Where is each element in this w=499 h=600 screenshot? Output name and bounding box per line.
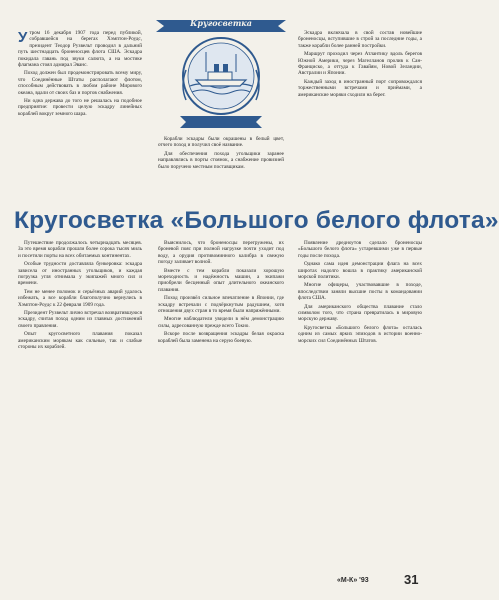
emblem-banner-text: Кругосветка [190, 18, 252, 28]
article-column-top-middle [158, 136, 284, 204]
article-column-bottom-middle [158, 240, 284, 570]
paragraph: Путешествие продолжалось четырнадцать месяцев. За это время корабли прошли более сорока тысяч миль и посетили порты на всех обитаемых континентах. [18, 240, 142, 259]
article-column-bottom-right [298, 240, 422, 570]
paragraph: Многие наблюдатели увидели в нём демонстрацию силы, адресованную прежде всего Токио. [158, 316, 284, 329]
article-column-top-right [298, 30, 422, 206]
paragraph: Выяснилось, что броненосцы перегружены, их броневой пояс при полной нагрузке почти уходит под воду, а орудия противоминного калибра в свежую погоду заливает волной. [158, 240, 284, 266]
paragraph: Для американского общества плавание стало символом того, что страна превратилась в мировую морскую державу. [298, 303, 422, 323]
paragraph: Эскадра включала в свой состав новейшие броненосцы, вступившие в строй за последние годы, а также корабли более ранней постройки. [298, 30, 422, 49]
paragraph: Опыт кругосветного плавания показал американским морякам как сильные, так и слабые стороны их кораблей. [18, 331, 142, 351]
drop-cap: У [18, 29, 28, 46]
paragraph: Каждый заход в иностранный порт сопровождался торжественными встречами и приёмами, а американские моряки сходили на берег. [298, 78, 422, 98]
article-column-bottom-left [18, 240, 142, 570]
article-headline: Кругосветка «Большого белого флота» [14, 207, 499, 234]
page-number: 31 [404, 572, 419, 587]
paragraph: Появление дредноутов сделало броненосцы «Большого белого флота» устаревшими уже в первые годы после похода. [298, 240, 422, 259]
paragraph: Тем не менее поломок и серьёзных аварий удалось избежать, а все корабли благополучно вернулись в Хэмптон-Роудс к 22 февраля 1909 года. [18, 288, 142, 308]
paragraph: тром 16 декабря 1907 года перед публикой, собравшейся на берегах Хэмптон-Роудс, президент Теодор Рузвельт проводил в дальний путь шестнадцать броненосцев флота США. Эскадра покидала гавань под звуки салюта, а на мостике флагмана стоял адмирал Эванс. [18, 30, 142, 69]
paragraph: Многие офицеры, участвовавшие в походе, впоследствии заняли высшие посты в командовании флота США. [298, 282, 422, 302]
paragraph: Вскоре после возвращения эскадры белая окраска кораблей была заменена на серую боевую. [158, 331, 284, 344]
paragraph: Маршрут проходил через Атлантику вдоль берегов Южной Америки, через Магелланов пролив к Сан-Франциско, а оттуда к Гавайям, Новой Зеландии, Австралии и Японии. [298, 51, 422, 77]
page-footer [0, 572, 438, 592]
paragraph: Вместе с тем корабли показали хорошую мореходность и надёжность машин, а экипажи приобрели бесценный опыт длительного океанского плавания. [158, 267, 284, 293]
paragraph: Кругосветка «Большого белого флота» осталась одним из самых ярких эпизодов в истории военно-морских сил Соединённых Штатов. [298, 324, 422, 344]
magazine-name: «М-К» '93 [337, 577, 369, 584]
paragraph: Корабли эскадры были окрашены в белый цвет, отчего поход и получил своё название. [158, 136, 284, 149]
paragraph: Президент Рузвельт лично встречал возвратившуюся эскадру, считая поход одним из главных достижений своего правления. [18, 310, 142, 329]
paragraph: Поход должен был продемонстрировать всему миру, что Соединённые Штаты располагают флотом, способным действовать в любом районе Мирового океана, вдали от своих баз и портов снабжения. [18, 70, 142, 96]
paragraph: Поход произвёл сильное впечатление в Японии, где эскадру встречали с подчёркнутым радушием, хотя отношения двух стран в то время были напряжёнными. [158, 295, 284, 315]
ship-emblem-icon [150, 16, 292, 136]
paragraph: Однако сама идея демонстрации флага на всех широтах надолго вошла в практику американской морской политики. [298, 261, 422, 281]
paragraph: Для обеспечения похода угольщики заранее направлялись в порты стоянок, а снабжение провизией было поручено местным поставщикам. [158, 150, 284, 170]
article-column-top-left [18, 30, 142, 206]
paragraph: Особые трудности доставляла бункеровка: эскадра зависела от иностранных угольщиков, и каждая погрузка угля отнимала у экипажей много сил и времени. [18, 261, 142, 287]
ship-emblem-illustration [150, 16, 292, 136]
paragraph: Ни одна держава до того не решалась на подобное предприятие: провести целую эскадру линейных кораблей вокруг земного шара. [18, 98, 142, 117]
